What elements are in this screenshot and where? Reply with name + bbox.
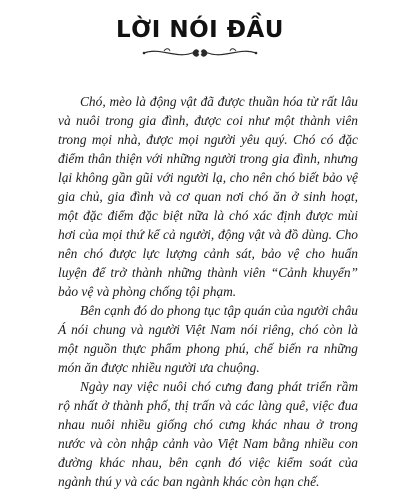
floral-divider-icon bbox=[140, 46, 260, 60]
page-title: LỜI NÓI ĐẦU bbox=[116, 17, 284, 43]
paragraph-3: Ngày nay việc nuôi chó cưng đang phát triển rầm rộ nhất ở thành phố, thị trấn và các làng quê, việc đua nhau nuôi nhiều giống chó cưng khác nhau ở trong nước và còn nhập cảnh vào Việt Nam bằng nhiều con đường khác nhau, bên cạnh đó việc kiểm soát của ngành thú y và các ban ngành khác còn hạn chế. bbox=[58, 379, 358, 489]
paragraph-1: Chó, mèo là động vật đã được thuần hóa từ rất lâu và nuôi trong gia đình, được coi như một thành viên trong mọi nhà, được mọi người yêu quý. Chó có đặc điểm thân thiện với những người trong gia đình, nhưng lại không gần gũi với người lạ, cho nên chó biết bảo vệ gia chủ, gia đình và cơ quan nơi chó ăn ở sinh hoạt, một đặc điểm đặc biệt nữa là chó xác định được mùi hơi của mọi thứ kể cả người, động vật và đồ dùng. Cho nên chó được lực lượng cảnh sát, bảo vệ cho huấn luyện để trở thành những thành viên “Cảnh khuyển” bảo vệ và phòng chống tội phạm. bbox=[58, 94, 358, 299]
preface-body bbox=[58, 92, 358, 491]
paragraph-2: Bên cạnh đó do phong tục tập quán của người châu Á nói chung và người Việt Nam nói riêng, chó còn là một nguồn thực phẩm phong phú, chế biến ra những món ăn được nhiều người ưa chuộng. bbox=[58, 303, 358, 375]
